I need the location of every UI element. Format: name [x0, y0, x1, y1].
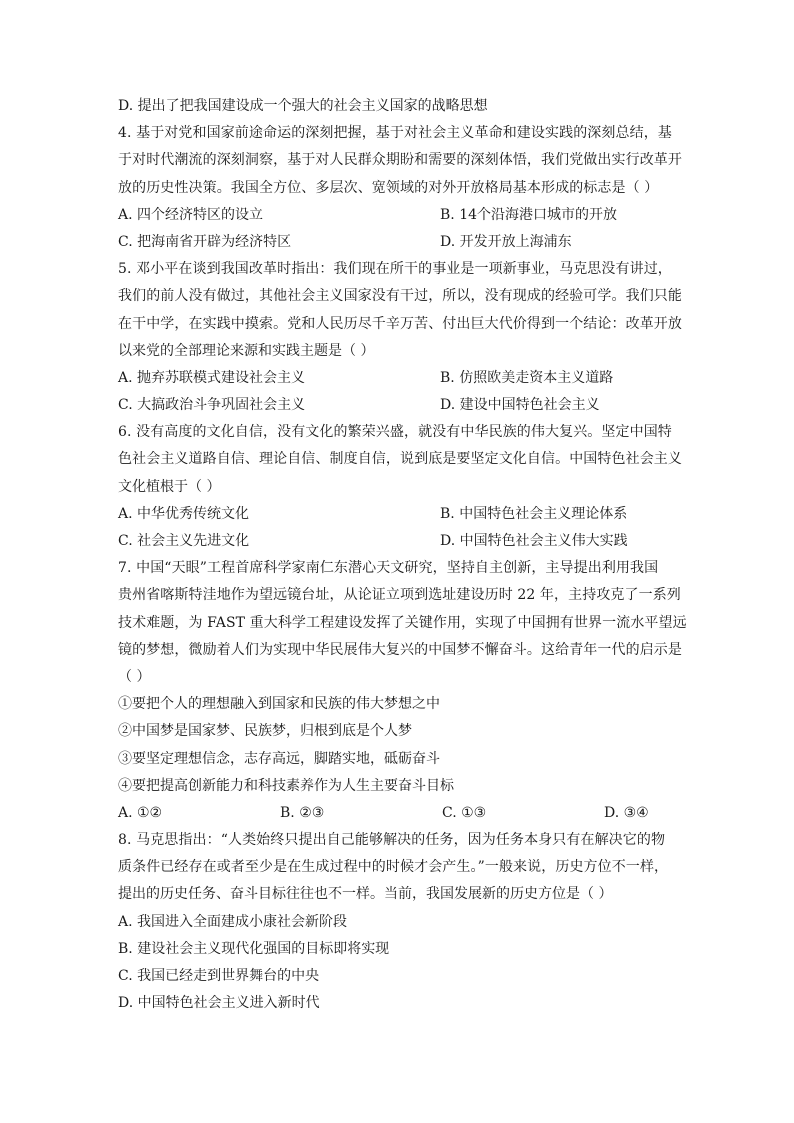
question-5	[118, 256, 682, 419]
q4-option-d: D. 开发开放上海浦东	[440, 233, 572, 250]
q4-stem-line-3: 放的历史性决策。我国全方位、多层次、宽领域的对外开放格局基本形成的标志是（ ）	[118, 179, 659, 196]
q6-stem-line-3: 文化植根于（ ）	[118, 478, 221, 495]
q5-stem-line-3: 在干中学，在实践中摸索。党和人民历尽千辛万苦、付出巨大代价得到一个结论：改革开放	[118, 315, 682, 332]
q8-option-d: D. 中国特色社会主义进入新时代	[118, 995, 320, 1012]
q4-option-b: B. 14个沿海港口城市的开放	[440, 206, 618, 223]
q5-option-b: B. 仿照欧美走资本主义道路	[440, 369, 614, 386]
q8-stem-line-1: 8. 马克思指出：“人类始终只提出自己能够解决的任务，因为任务本身只有在解决它的物	[118, 832, 666, 849]
q6-options-row-1	[118, 501, 678, 528]
q5-stem-line-2: 我们的前人没有做过，其他社会主义国家没有干过，所以，没有现成的经验可学。我们只能	[118, 288, 682, 305]
q7-option-a: A. ①②	[118, 804, 163, 821]
q5-option-d: D. 建设中国特色社会主义	[440, 397, 600, 414]
question-6	[118, 419, 682, 555]
q7-statement-4: ④要把提高创新能力和科技素养作为人生主要奋斗目标	[118, 777, 454, 794]
q6-stem-line-1: 6. 没有高度的文化自信，没有文化的繁荣兴盛，就没有中华民族的伟大复兴。坚定中国特	[118, 424, 672, 441]
q4-stem-line-1: 4. 基于对党和国家前途命运的深刻把握，基于对社会主义革命和建设实践的深刻总结，基	[118, 125, 672, 142]
q7-statement-1: ①要把个人的理想融入到国家和民族的伟大梦想之中	[118, 696, 440, 713]
q4-option-c: C. 把海南省开辟为经济特区	[118, 233, 292, 250]
q7-statement-2: ②中国梦是国家梦、民族梦，归根到底是个人梦	[118, 723, 412, 740]
q7-statement-3: ③要坚定理想信念，志存高远，脚踏实地，砥砺奋斗	[118, 750, 440, 767]
q5-options-row-1	[118, 365, 678, 392]
q4-options-row-1	[118, 202, 678, 229]
q6-option-b: B. 中国特色社会主义理论体系	[440, 505, 628, 522]
q6-option-a: A. 中华优秀传统文化	[118, 505, 250, 522]
q3-option-d: D. 提出了把我国建设成一个强大的社会主义国家的战略思想	[118, 98, 488, 114]
q6-option-d: D. 中国特色社会主义伟大实践	[440, 533, 628, 549]
q5-option-a: A. 抛弃苏联模式建设社会主义	[118, 369, 306, 386]
q7-option-c: C. ①③	[442, 804, 487, 821]
question-7	[118, 555, 687, 827]
q4-options-row-2	[118, 229, 678, 256]
q8-stem-line-3: 提出的历史任务、奋斗目标往往也不一样。当前，我国发展新的历史方位是（ ）	[118, 886, 613, 903]
q8-stem-line-2: 质条件已经存在或者至少是在生成过程中的时候才会产生。”一般来说，历史方位不一样，	[118, 859, 669, 876]
q5-stem-line-1: 5. 邓小平在谈到我国改革时指出：我们现在所干的事业是一项新事业，马克思没有讲过，	[118, 261, 672, 278]
q5-stem-line-4: 以来党的全部理论来源和实践主题是（ ）	[118, 342, 375, 359]
q6-option-c: C. 社会主义先进文化	[118, 533, 250, 549]
q6-options-row-2	[118, 528, 678, 555]
q7-option-b: B. ②③	[280, 804, 325, 821]
q5-options-row-2	[118, 392, 678, 419]
question-8	[118, 827, 678, 1017]
q7-stem-line-5: （ ）	[118, 668, 151, 685]
q8-option-b: B. 建设社会主义现代化强国的目标即将实现	[118, 940, 390, 957]
q4-option-a: A. 四个经济特区的设立	[118, 206, 264, 223]
exam-page	[118, 93, 687, 1017]
q7-option-d: D. ③④	[604, 804, 649, 821]
question-4	[118, 120, 682, 256]
q5-option-c: C. 大搞政治斗争巩固社会主义	[118, 397, 306, 414]
q6-stem-line-2: 色社会主义道路自信、理论自信、制度自信，说到底是要坚定文化自信。中国特色社会主义	[118, 451, 682, 468]
q7-stem-line-3: 技术难题，为 FAST 重大科学工程建设发挥了关键作用，实现了中国拥有世界一流水平望远	[118, 614, 687, 631]
q7-stem-line-4: 镜的梦想，微励着人们为实现中华民展伟大复兴的中国梦不懈奋斗。这给青年一代的启示是	[118, 641, 682, 658]
q7-options-row	[118, 800, 678, 827]
q8-option-a: A. 我国进入全面建成小康社会新阶段	[118, 913, 348, 930]
q8-option-c: C. 我国已经走到世界舞台的中央	[118, 968, 320, 984]
q7-stem-line-2: 贵州省喀斯特洼地作为望远镜台址，从论证立项到选址建设历时 22 年，主持攻克了一系列	[118, 587, 681, 604]
q4-stem-line-2: 于对时代潮流的深刻洞察，基于对人民群众期盼和需要的深刻体悟，我们党做出实行改革开	[118, 152, 682, 169]
q7-stem-line-1: 7. 中国“天眼”工程首席科学家南仁东潜心天文研究，坚持自主创新，主导提出利用我国	[118, 560, 659, 577]
